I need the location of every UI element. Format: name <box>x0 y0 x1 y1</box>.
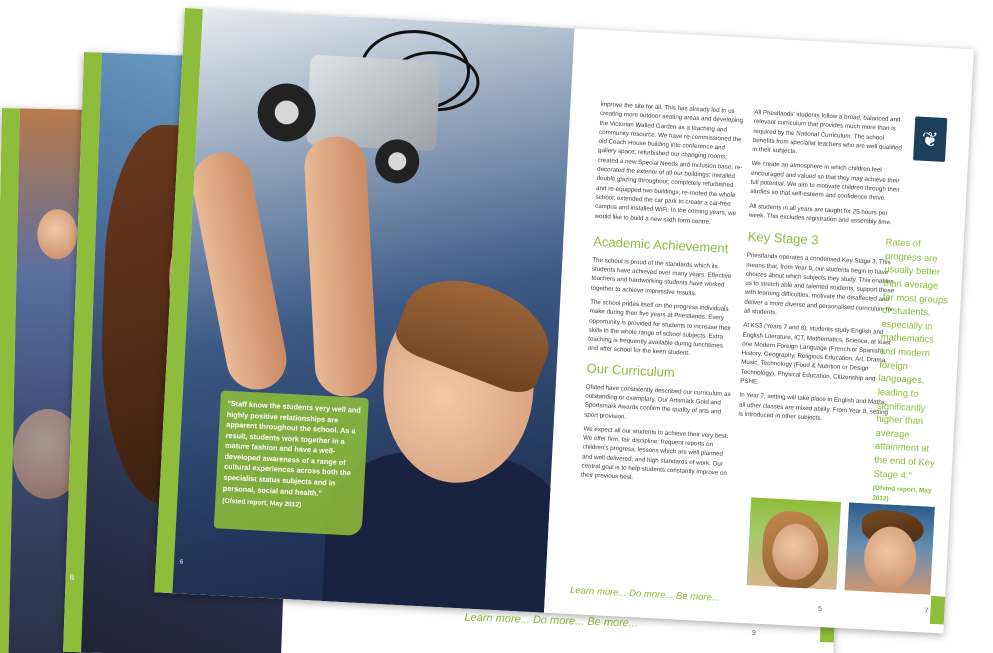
curriculum-intro-paragraph: All Priestlands' students follow a broad, balanced and relevant curriculum that provides much more than is required by the National Curriculum. The school benefits from specialist teachers who are well qualified in their subjects. <box>752 108 903 156</box>
staff-quote-box <box>214 390 369 536</box>
page-number: 6 <box>69 572 75 582</box>
curriculum-paragraph: Ofsted have consistently described our curriculum as outstanding or exemplary. Our Artsmark Gold and Sportsmark Awards confirm the quality of arts and sport provision. <box>584 383 731 421</box>
text-column-1 <box>581 100 747 493</box>
learn-more-footer: Learn more... Do more... Be more... <box>464 611 639 630</box>
page-number: 5 <box>818 606 822 613</box>
learn-more-footer: Learn more... Do more... Be more... <box>569 584 721 604</box>
robotics-student-photo <box>172 9 574 613</box>
ks3-paragraph: At KS3 (Years 7 and 8), students study English and English Literature, ICT, Mathematics, Science, at least one Modern Foreign Language (French or Spanish), History, Geography, Religious Education, Art, Drama, Music, Technology (Food & Nutrition or Design Technology), Physical Education, Citizenship and PSHE. <box>740 321 891 386</box>
academic-paragraph: The school prides itself on the progress individuals make during their five years at Priestlands. Every opportunity is provided for students to increase their skills in the whole range of school subjects. Extra teaching is frequently available during lunchtimes and after school for the keen student. <box>587 298 732 358</box>
ks3-paragraph: In Year 7, setting will take place in English and Maths; all other classes are mixed ability. From Year 8, setting is introduced in other subjects. <box>738 391 889 422</box>
student-arm <box>303 135 379 398</box>
page-number: 6 <box>179 559 184 566</box>
page-number: 9 <box>752 630 756 637</box>
intro-paragraph: improve the site for all. This has already led to us creating more outdoor seating areas and developing the Victorian Walled Garden as a teaching and community resource. We have re-commissioned the old Coach House building into conference and gallery space; refurbished our changing rooms; created a new Special Needs and Inclusion base; re-decorated the exterior of all our buildings; installed double glazing throughout; completely refurbished and re-equipped two buildings; re-roofed the whole school; extended the car park to create a car-free campus and installed WiFi. In the coming years, we would like to build a new sixth form centre. <box>594 100 744 226</box>
ofsted-pull-quote <box>872 235 952 506</box>
smiling-girl-photo <box>746 496 843 591</box>
page-tab <box>930 596 945 625</box>
quote-text: "Staff know the students very well and highly positive relationships are apparent throughout the school. As a result, students work together in a mature fashion and have a well-developed awareness of a range of cultural experiences across both the specialist status subjects and in personal, social and health." <box>222 398 362 498</box>
front-spread <box>154 8 974 634</box>
pull-quote-citation: (Ofsted report, May 2012) <box>872 484 932 503</box>
heading-academic-achievement: Academic Achievement <box>592 233 729 256</box>
page-number: 7 <box>924 607 929 615</box>
atmosphere-paragraph: We create an atmosphere in which children feel encouraged and valued so that they may achieve their full potential. We aim to motivate children through their studies so that self-esteem and confidence thrive. <box>749 160 900 203</box>
student-face <box>37 209 78 260</box>
student-arm <box>187 148 292 395</box>
curriculum-paragraph: We expect all our students to achieve their very best. We offer firm, fair discipline; frequent reports on children's progress; lessons which are well planned and well delivered; and high standards of work. Our central goal is to help students constantly improve on their previous best. <box>580 425 729 482</box>
school-crest-icon: ❦ <box>913 116 947 162</box>
quote-citation: (Ofsted report, May 2012) <box>222 497 302 509</box>
pull-quote-text: Rates of progress are usually better than average for most groups of students, especially in mathematics and modern foreign languages, leading to significantly higher than average attainment at the end of Key Stage 4." <box>873 236 949 481</box>
heading-our-curriculum: Our Curriculum <box>586 360 676 380</box>
teaching-hours-paragraph: All students in all years are taught for 25 hours per week. This excludes registration and assembly time. <box>748 202 892 227</box>
ks3-paragraph: Priestlands operates a condensed Key Stage 3. This means that, from Year 9, our students begin to have choices about which subjects they study. This enables us to stretch able and talented students, support those with learning difficulties, motivate the disaffected and deliver a more diverse and personalised curriculum for all students. <box>743 251 895 317</box>
academic-paragraph: The school is proud of the standards which its students have achieved over many years. Effective teachers and hardworking students have worked together to achieve impressive results. <box>590 256 732 297</box>
heading-key-stage-3: Key Stage 3 <box>747 229 819 248</box>
smiling-boy-photo <box>843 501 936 595</box>
